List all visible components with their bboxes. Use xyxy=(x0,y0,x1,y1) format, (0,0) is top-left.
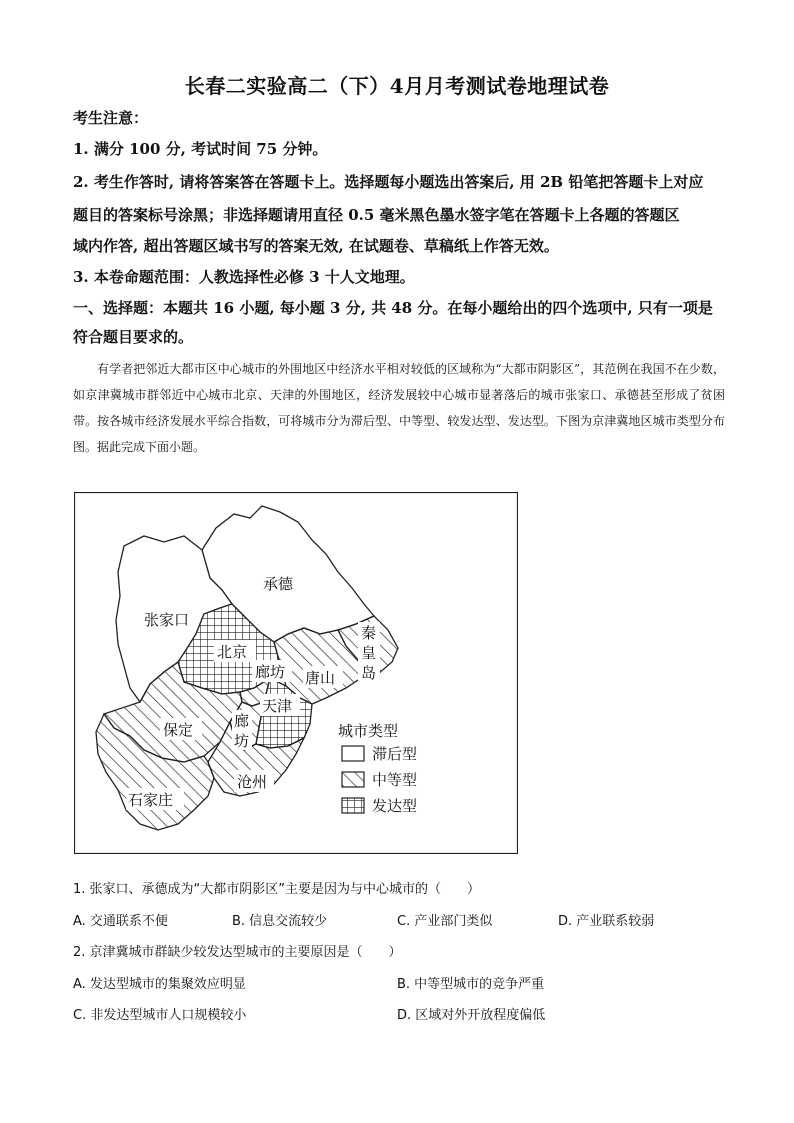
question-1-option-d: D. 产业联系较弱 xyxy=(558,914,655,929)
legend-swatch-middle xyxy=(342,772,364,787)
question-1-option-c: C. 产业部门类似 xyxy=(397,914,493,929)
passage-text: 有学者把邻近大都市区中心城市的外围地区中经济水平相对较低的区域称为“大都市阴影区”，其范例在我国不在少数，如京津冀城市群邻近中心城市北京、天津的外围地区，经济发展较中心城市显著落后的城市张家口、承德甚至形成了贫困带。按各城市经济发展水平综合指数，可将城市分为滞后型、中等型、较发达型、发达型。下图为京津冀地区城市类型分布图。据此完成下面小题。 xyxy=(73,362,725,454)
notice-item-2-cont2: 域内作答, 超出答题区域书写的答案无效, 在试题卷、草稿纸上作答无效。 xyxy=(73,237,559,255)
legend-swatch-lagging xyxy=(342,746,364,761)
reading-passage xyxy=(73,356,725,460)
legend-title: 城市类型 xyxy=(338,722,399,740)
legend-item-middle: 中等型 xyxy=(372,771,418,789)
question-2-option-d: D. 区域对外开放程度偏低 xyxy=(397,1008,546,1023)
legend-item-developed: 发达型 xyxy=(372,797,418,815)
label-huang: 皇 xyxy=(361,644,377,662)
question-2-option-a: A. 发达型城市的集聚效应明显 xyxy=(73,977,246,992)
map-svg xyxy=(74,492,518,854)
notice-item-2: 2. 考生作答时, 请将答案答在答题卡上。选择题每小题选出答案后, 用 2B 铅笔把答题卡上对应 xyxy=(73,173,704,191)
exam-title: 长春二实验高二（下）4月月考测试卷地理试卷 xyxy=(184,74,610,98)
label-zhangjiakou: 张家口 xyxy=(144,611,190,629)
city-type-map xyxy=(74,492,518,854)
label-chengde: 承德 xyxy=(263,575,294,593)
label-lang: 廊 xyxy=(234,712,250,730)
notice-item-1: 1. 满分 100 分, 考试时间 75 分钟。 xyxy=(73,140,328,158)
label-cangzhou: 沧州 xyxy=(237,773,268,791)
section-heading-line1: 一、选择题：本题共 16 小题, 每小题 3 分, 共 48 分。在每小题给出的四个选项中, 只有一项是 xyxy=(73,299,713,317)
notice-item-2-cont: 题目的答案标号涂黑；非选择题请用直径 0.5 毫米黑色墨水签字笔在答题卡上各题的答题区 xyxy=(73,206,680,224)
legend-item-lagging: 滞后型 xyxy=(372,745,418,763)
question-2-option-b: B. 中等型城市的竞争严重 xyxy=(397,977,545,992)
label-baoding: 保定 xyxy=(163,721,194,739)
question-2-stem: 2. 京津冀城市群缺少较发达型城市的主要原因是（ ） xyxy=(73,945,402,960)
label-beijing: 北京 xyxy=(217,643,248,661)
question-1-stem: 1. 张家口、承德成为“大都市阴影区”主要是因为与中心城市的（ ） xyxy=(73,882,481,897)
label-tangshan: 唐山 xyxy=(305,669,336,687)
label-shijiazhuang: 石家庄 xyxy=(128,791,174,809)
label-langfang-north: 廊坊 xyxy=(255,663,286,681)
question-2-option-c: C. 非发达型城市人口规模较小 xyxy=(73,1008,247,1023)
question-1-option-a: A. 交通联系不便 xyxy=(73,914,168,929)
label-fang: 坊 xyxy=(234,732,250,750)
label-tianjin: 天津 xyxy=(262,697,293,715)
legend-swatch-developed xyxy=(342,798,364,813)
label-qin: 秦 xyxy=(361,624,377,642)
question-1-option-b: B. 信息交流较少 xyxy=(232,914,328,929)
section-heading-line2: 符合题目要求的。 xyxy=(73,328,194,346)
notice-item-3: 3. 本卷命题范围：人教选择性必修 3 十人文地理。 xyxy=(73,268,415,286)
notice-heading: 考生注意： xyxy=(73,109,149,127)
label-dao: 岛 xyxy=(361,664,377,682)
